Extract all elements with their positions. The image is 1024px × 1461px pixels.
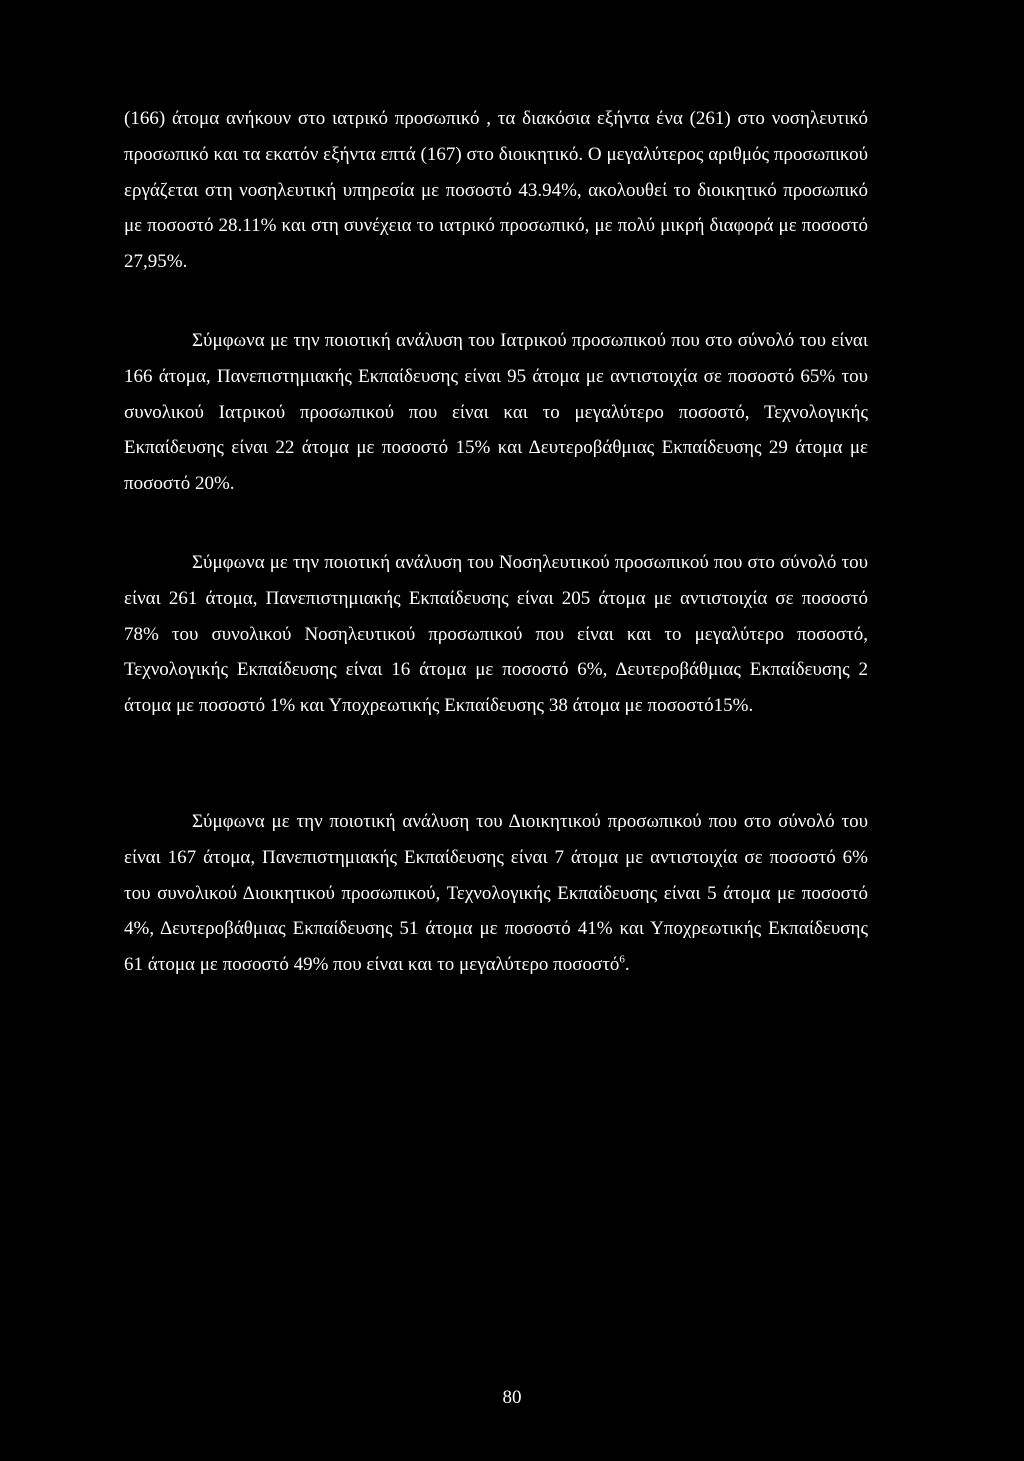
paragraph-end-period: . [624, 954, 630, 976]
paragraph-administrative-staff [124, 804, 868, 983]
paragraph-staff-distribution: (166) άτομα ανήκουν στο ιατρικό προσωπικό , τα διακόσια εξήντα ένα (261) στο νοσηλευτικό προσωπικό και τα εκατόν εξήντα επτά (167) στο διοικητικό. Ο μεγαλύτερος αριθμός προσωπικού εργάζεται στη νοσηλευτική υπηρεσία με ποσοστό 43.94%, ακολουθεί το διοικητικό προσωπικό με ποσοστό 28.11% και στη συνέχεια το ιατρικό προσωπικό, με πολύ μικρή διαφορά με ποσοστό 27,95%. [124, 108, 868, 273]
page-number: 80 [502, 1387, 522, 1408]
paragraph-medical-staff: Σύμφωνα με την ποιοτική ανάλυση του Ιατρικού προσωπικού που στο σύνολό του είναι 166 άτομα, Πανεπιστημιακής Εκπαίδευσης είναι 95 άτομα με αντιστοιχία σε ποσοστό 65% του συνολικού Ιατρικού προσωπικού που είναι και το μεγαλύτερο ποσοστό, Τεχνολογικής Εκπαίδευσης είναι 22 άτομα με ποσοστό 15% και Δευτεροβάθμιας Εκπαίδευσης 29 άτομα με ποσοστό 20%. [124, 330, 868, 495]
paragraph-nursing-staff: Σύμφωνα με την ποιοτική ανάλυση του Νοσηλευτικού προσωπικού που στο σύνολό του είναι 261 άτομα, Πανεπιστημιακής Εκπαίδευσης είναι 205 άτομα με αντιστοιχία σε ποσοστό 78% του συνολικού Νοσηλευτικού προσωπικού που είναι και το μεγαλύτερο ποσοστό, Τεχνολογικής Εκπαίδευσης είναι 16 άτομα με ποσοστό 6%, Δευτεροβάθμιας Εκπαίδευσης 2 άτομα με ποσοστό 1% και Υποχρεωτικής Εκπαίδευσης 38 άτομα με ποσοστό15%. [124, 552, 868, 717]
paragraph-administrative-text: Σύμφωνα με την ποιοτική ανάλυση του Διοικητικού προσωπικού που στο σύνολό του είναι 167 άτομα, Πανεπιστημιακής Εκπαίδευσης είναι 7 άτομα με αντιστοιχία σε ποσοστό 6% του συνολικού Διοικητικού προσωπικού, Τεχνολογικής Εκπαίδευσης είναι 5 άτομα με ποσοστό 4%, Δευτεροβάθμιας Εκπαίδευσης 51 άτομα με ποσοστό 41% και Υποχρεωτικής Εκπαίδευσης 61 άτομα με ποσοστό 49% που είναι και το μεγαλύτερο ποσοστό [124, 811, 868, 976]
footnote-reference[interactable]: 6 [619, 953, 625, 966]
